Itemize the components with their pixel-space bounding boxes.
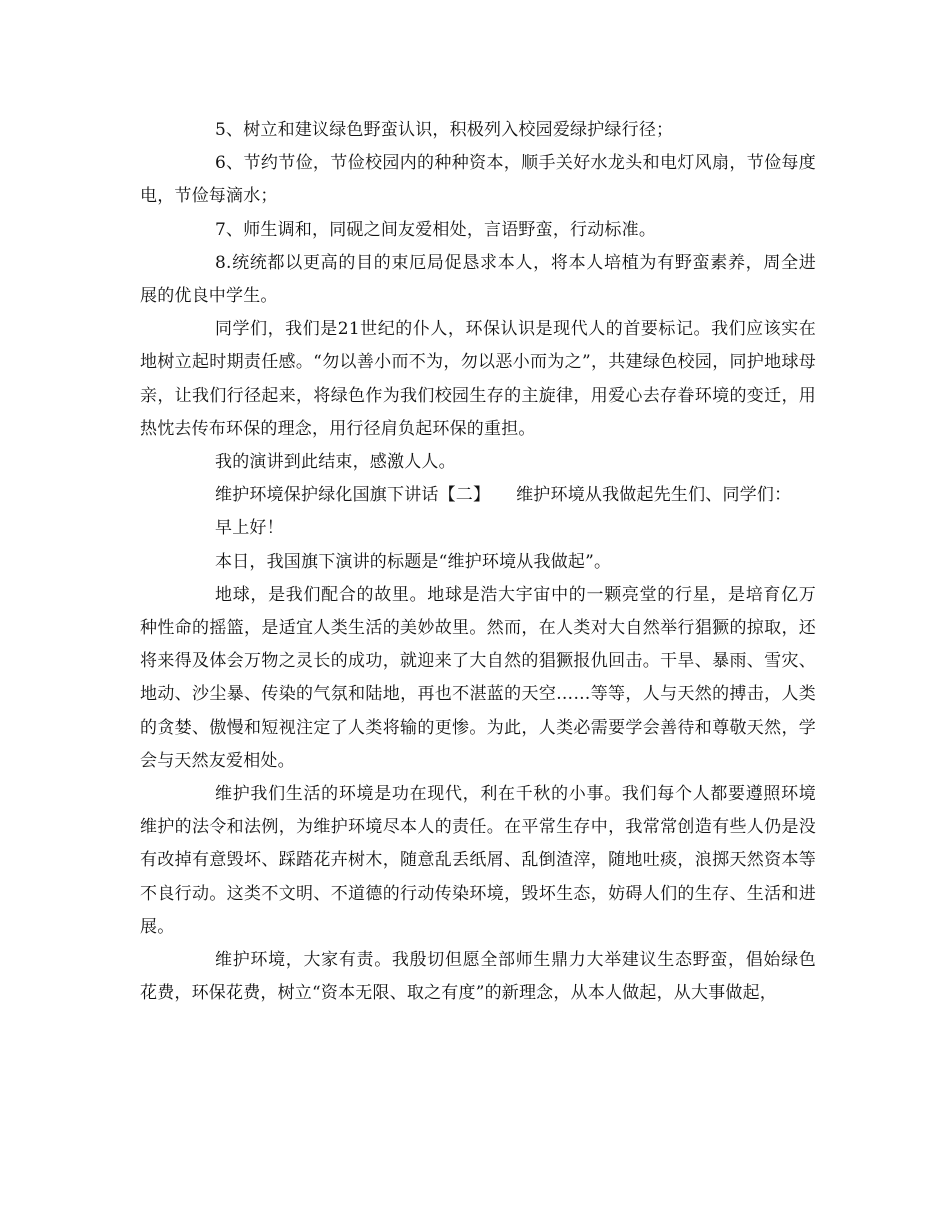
paragraph: 7、师生调和，同砚之间友爱相处，言语野蛮，行动标准。	[215, 219, 657, 240]
document-body	[140, 114, 816, 1010]
paragraph: 本日，我国旗下演讲的标题是“维护环境从我做起”。	[215, 551, 612, 572]
paragraph: 8.统统都以更高的目的束厄局促恳求本人，将本人培植为有野蛮素养，周全进展的优良中学生。	[140, 252, 816, 307]
paragraph: 我的演讲到此结束，感激人人。	[215, 452, 456, 473]
section-heading-paragraph: 维护环境保护绿化国旗下讲话【二】 维护环境从我做起先生们、同学们：	[215, 485, 792, 506]
paragraph: 早上好！	[215, 518, 284, 539]
paragraph: 地球，是我们配合的故里。地球是浩大宇宙中的一颗亮堂的行星，是培育亿万种性命的摇篮，是适宜人类生活的美妙故里。然而，在人类对大自然举行猖獗的掠取，还将来得及体会万物之灵长的成功，就迎来了大自然的猖獗报仇回击。干旱、暴雨、雪灾、地动、沙尘暴、传染的气氛和陆地，再也不湛蓝的天空……等等，人与天然的搏击，人类的贪婪、傲慢和短视注定了人类将输的更惨。为此，人类必需要学会善待和尊敬天然，学会与天然友爱相处。	[140, 584, 816, 771]
paragraph: 同学们，我们是21世纪的仆人，环保认识是现代人的首要标记。我们应该实在地树立起时期责任感。“勿以善小而不为，勿以恶小而为之”，共建绿色校园，同护地球母亲，让我们行径起来，将绿色作为我们校园生存的主旋律，用爱心去存眷环境的变迁，用热忱去传布环保的理念，用行径肩负起环保的重担。	[140, 319, 816, 439]
paragraph: 维护我们生活的环境是功在现代，利在千秋的小事。我们每个人都要遵照环境维护的法令和法例，为维护环境尽本人的责任。在平常生存中，我常常创造有些人仍是没有改掉有意毁坏、踩踏花卉树木，随意乱丢纸屑、乱倒渣滓，随地吐痰，浪掷天然资本等不良行动。这类不文明、不道德的行动传染环境，毁坏生态，妨碍人们的生存、生活和进展。	[140, 784, 816, 937]
paragraph: 维护环境，大家有责。我殷切但愿全部师生鼎力大举建议生态野蛮，倡始绿色花费，环保花费，树立“资本无限、取之有度”的新理念，从本人做起，从大事做起，	[140, 950, 816, 1004]
paragraph: 5、树立和建议绿色野蛮认识，积极列入校园爱绿护绿行径；	[215, 120, 674, 140]
paragraph: 6、节约节俭，节俭校园内的种种资本，顺手关好水龙头和电灯风扇，节俭每度电，节俭每滴水；	[140, 153, 816, 207]
